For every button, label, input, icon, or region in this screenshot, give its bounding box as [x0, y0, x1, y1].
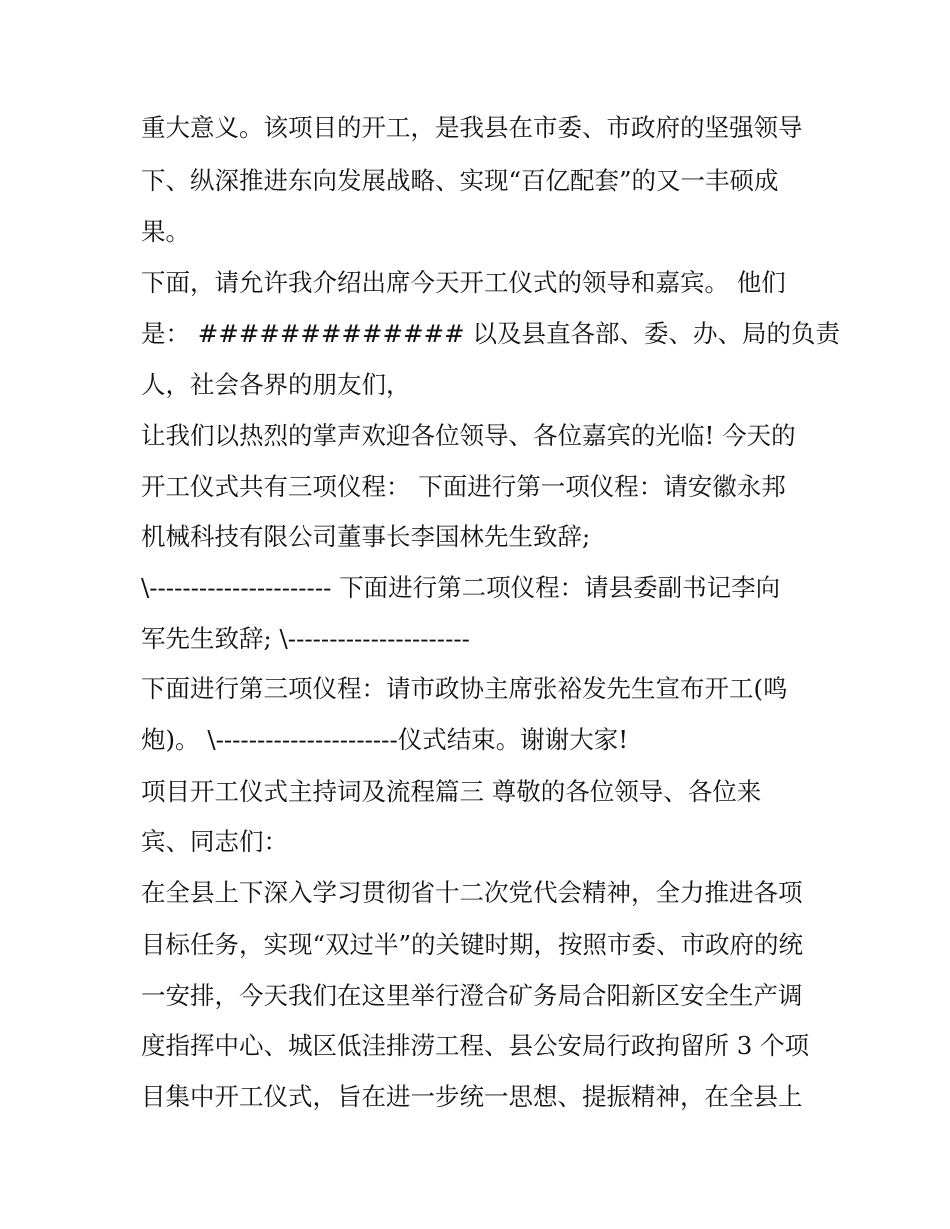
text-line: 果。 [141, 217, 190, 246]
text-line: 度指挥中心、城区低洼排涝工程、县公安局行政拘留所 3 个项 [141, 1031, 810, 1060]
text-line: 一安排，今天我们在这里举行澄合矿务局合阳新区安全生产调 [141, 981, 803, 1010]
text-line: 目标任务，实现“双过半”的关键时期，按照市委、市政府的统 [141, 930, 804, 959]
text-line: 项目开工仪式主持词及流程篇三 尊敬的各位领导、各位来 [141, 777, 762, 806]
text-line: 让我们以热烈的掌声欢迎各位领导、各位嘉宾的光临! 今天的 [141, 421, 796, 450]
text-line: 下、纵深推进东向发展战略、实现“百亿配套”的又一丰硕成 [141, 166, 779, 195]
text-line: 宾、同志们： [141, 827, 288, 856]
text-line: 重大意义。该项目的开工，是我县在市委、市政府的坚强领导 [141, 113, 803, 142]
text-line: 下面进行第三项仪程：请市政协主席张裕发先生宣布开工(鸣 [141, 674, 788, 703]
text-line: 军先生致辞; \---------------------- [141, 624, 470, 653]
text-line: 人，社会各界的朋友们， [141, 370, 411, 399]
text-line: 是： ############# 以及县直各部、委、办、局的负责 [141, 319, 840, 348]
text-line: 开工仪式共有三项仪程： 下面进行第一项仪程：请安徽永邦 [141, 472, 786, 501]
text-line: \---------------------- 下面进行第二项仪程：请县委副书记李向 [141, 573, 781, 602]
text-line: 下面，请允许我介绍出席今天开工仪式的领导和嘉宾。 他们 [141, 268, 786, 297]
text-line: 目集中开工仪式，旨在进一步统一思想、提振精神，在全县上 [141, 1082, 803, 1111]
text-line: 在全县上下深入学习贯彻省十二次党代会精神，全力推进各项 [141, 878, 803, 907]
text-line: 机械科技有限公司董事长李国林先生致辞; [141, 522, 591, 551]
text-line: 炮)。 \----------------------仪式结束。谢谢大家! [141, 725, 629, 754]
